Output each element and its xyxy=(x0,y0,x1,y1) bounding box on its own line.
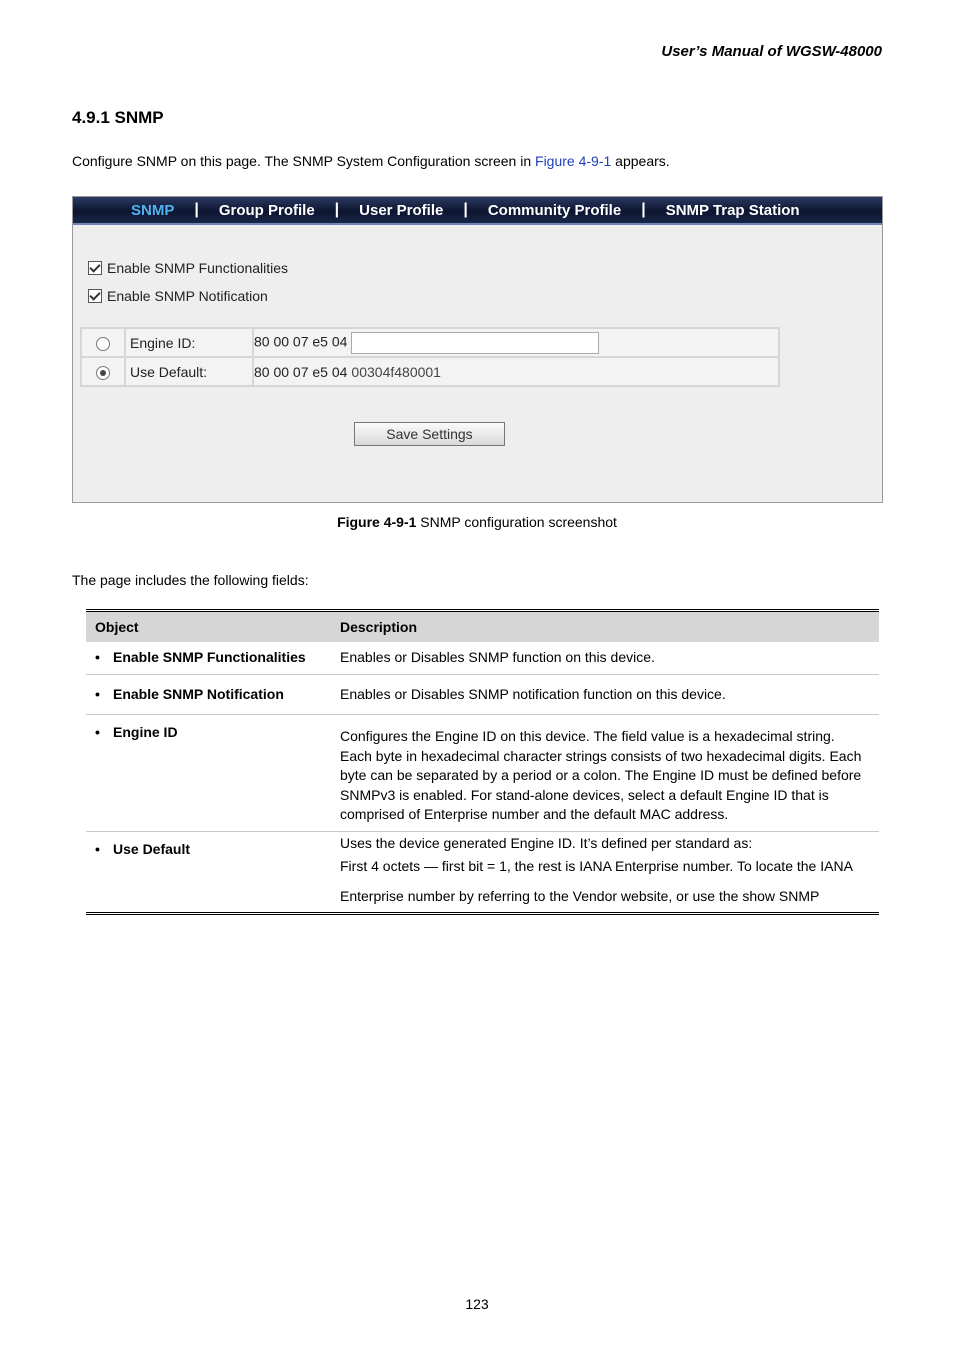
tab-separator: | xyxy=(463,201,468,218)
enable-notification-label: Enable SNMP Notification xyxy=(107,288,268,304)
snmp-config-screenshot xyxy=(72,196,883,503)
object-name: Enable SNMP Functionalities xyxy=(113,649,306,665)
tab-separator: | xyxy=(641,201,646,218)
table-header-row xyxy=(86,611,879,643)
table-row xyxy=(86,642,879,674)
engine-id-prefix: 80 00 07 e5 04 xyxy=(254,333,348,350)
use-default-radio[interactable] xyxy=(96,366,110,380)
table-row xyxy=(86,715,879,832)
object-name: Engine ID xyxy=(113,724,178,740)
bullet: • xyxy=(95,649,100,665)
object-name: Use Default xyxy=(113,840,191,857)
column-header-description: Description xyxy=(331,611,879,643)
tab-community-profile[interactable]: Community Profile xyxy=(487,201,622,219)
object-description: Configures the Engine ID on this device. The field value is a hexadecimal string. Each byte in hexadecimal character strings consists of two hexadecimal digits. Each byte can be separated by a period or a colon. The Engine ID must be defined before SNMPv3 is enabled. For stand-alone devices, select a default Engine ID that is comprised of Enterprise number and the default MAC address. xyxy=(340,728,862,822)
table-row xyxy=(86,674,879,715)
object-description: First 4 octets — first bit = 1, the rest is IANA Enterprise number. To locate the IANA xyxy=(340,858,853,874)
tab-user-profile[interactable]: User Profile xyxy=(359,201,444,219)
caption-figure-number: Figure 4-9-1 xyxy=(337,514,417,530)
fields-table xyxy=(86,609,879,915)
bullet: • xyxy=(95,685,100,702)
enable-functionalities-checkbox[interactable] xyxy=(88,261,102,275)
manual-header: User’s Manual of WGSW-48000 xyxy=(661,43,882,60)
tab-snmp[interactable]: SNMP xyxy=(131,201,175,219)
engine-id-table xyxy=(80,327,780,387)
object-description: Enables or Disables SNMP notification function on this device. xyxy=(340,685,726,702)
engine-id-label: Engine ID: xyxy=(125,328,253,357)
page-number: 123 xyxy=(465,1296,489,1312)
tab-snmp-trap-station[interactable]: SNMP Trap Station xyxy=(665,201,800,219)
intro-paragraph xyxy=(72,153,670,169)
figure-caption xyxy=(0,514,954,530)
intro-text-after: appears. xyxy=(611,153,670,169)
object-name: Enable SNMP Notification xyxy=(113,685,284,702)
snmp-tab-bar xyxy=(73,197,882,225)
bullet: • xyxy=(95,840,100,857)
use-default-row xyxy=(81,357,779,386)
object-description: Enables or Disables SNMP function on this device. xyxy=(340,649,655,665)
engine-id-input[interactable] xyxy=(351,332,599,354)
save-settings-button[interactable]: Save Settings xyxy=(354,422,505,446)
use-default-value: 00304f480001 xyxy=(351,363,441,380)
use-default-label: Use Default: xyxy=(125,357,253,386)
engine-id-row xyxy=(81,328,779,357)
enable-functionalities-label: Enable SNMP Functionalities xyxy=(107,260,289,276)
enable-functionalities-row xyxy=(88,260,288,276)
section-title: 4.9.1 SNMP xyxy=(72,108,164,127)
use-default-prefix: 80 00 07 e5 04 xyxy=(254,363,348,380)
intro-text-before: Configure SNMP on this page. The SNMP System Configuration screen in xyxy=(72,153,536,169)
column-header-object: Object xyxy=(86,611,331,643)
tab-separator: | xyxy=(194,201,199,218)
bullet: • xyxy=(95,724,100,740)
enable-notification-row xyxy=(88,288,268,304)
object-description: Uses the device generated Engine ID. It’s defined per standard as: xyxy=(340,834,753,851)
figure-link[interactable]: Figure 4-9-1 xyxy=(535,153,612,169)
fields-intro: The page includes the following fields: xyxy=(72,572,309,588)
tab-separator: | xyxy=(334,201,340,218)
caption-text: SNMP configuration screenshot xyxy=(416,514,617,530)
tab-group-profile[interactable]: Group Profile xyxy=(218,201,315,219)
object-description: Enterprise number by referring to the Vendor website, or use the show SNMP xyxy=(340,887,820,904)
table-row xyxy=(86,831,879,914)
enable-notification-checkbox[interactable] xyxy=(88,289,102,303)
engine-id-radio[interactable] xyxy=(96,337,110,351)
